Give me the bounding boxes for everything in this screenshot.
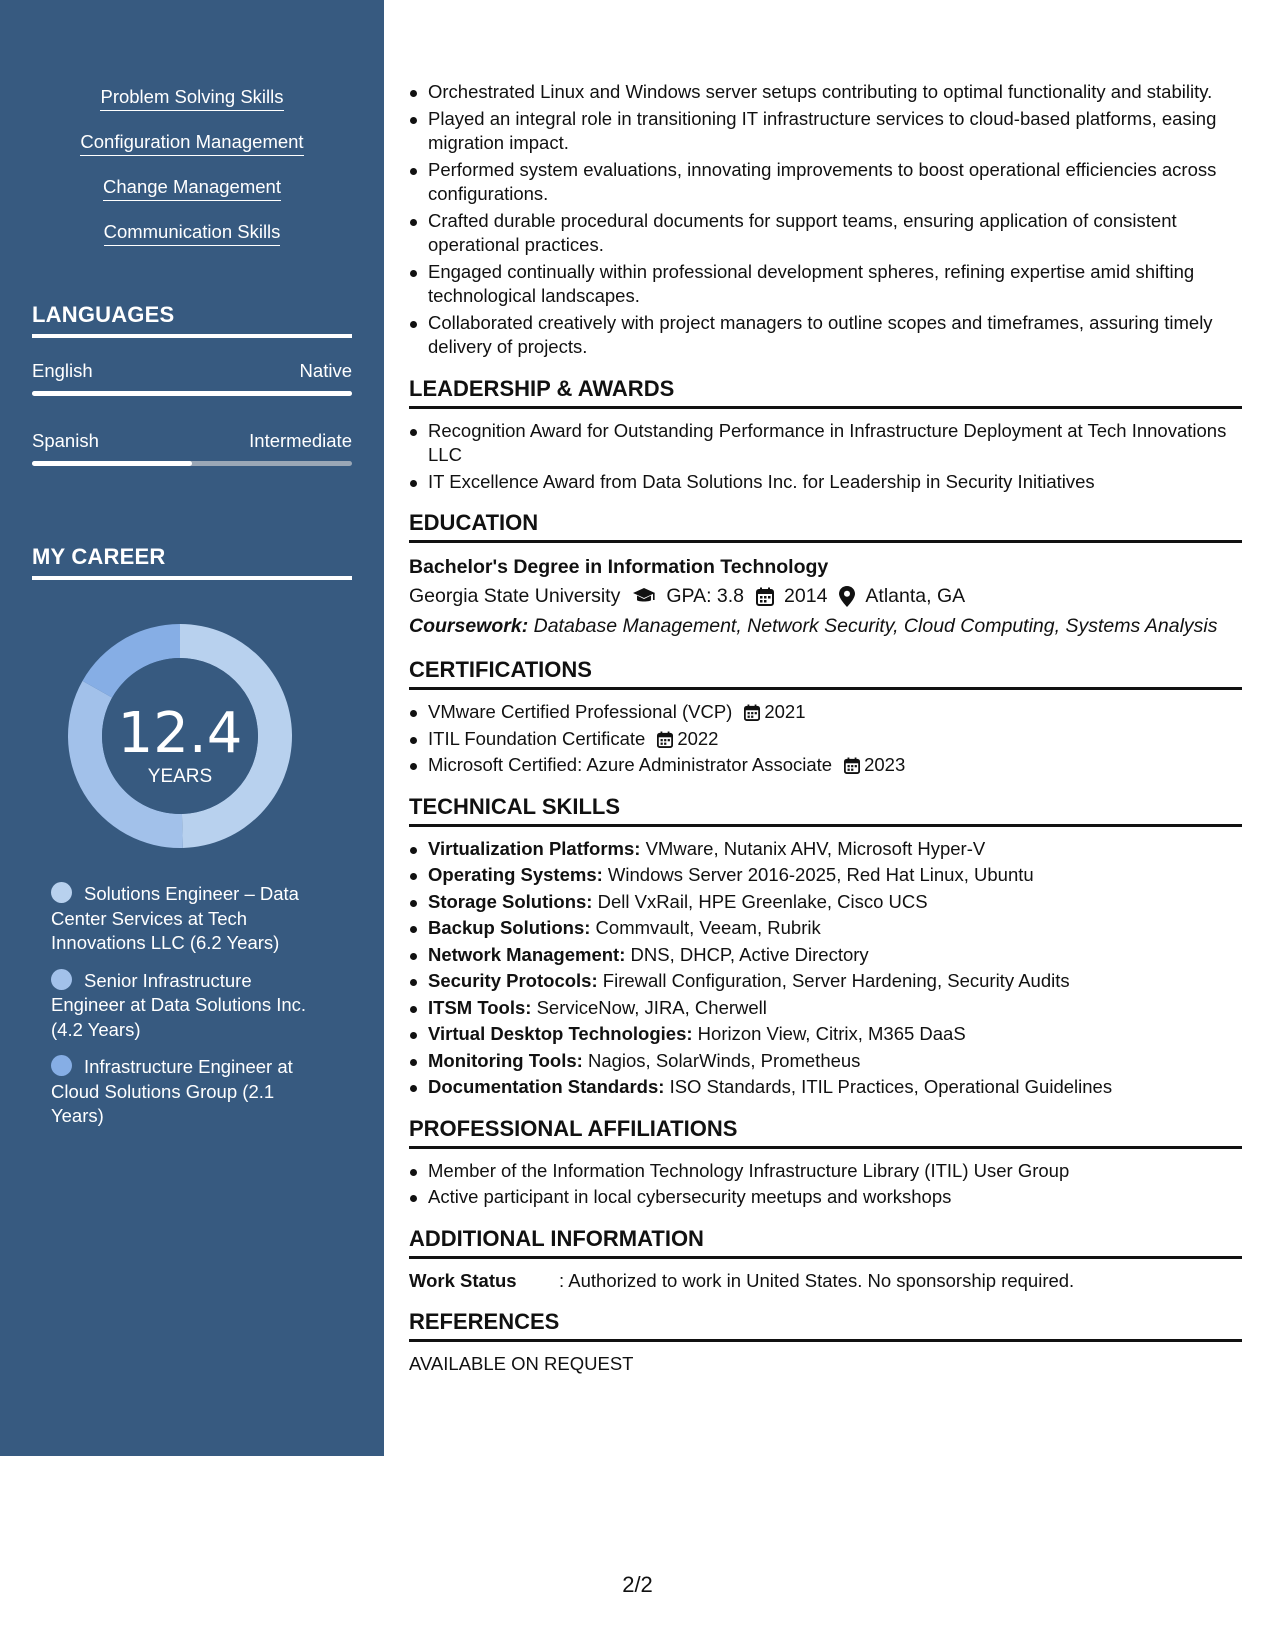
skill-label: ITSM Tools: (428, 996, 532, 1018)
education-gpa: GPA: 3.8 (666, 585, 745, 607)
skill-label: Network Management: (428, 943, 626, 965)
language-name: English (32, 360, 93, 381)
list-item (409, 753, 1242, 778)
education-coursework (409, 611, 1242, 641)
skill-label: Security Protocols: (428, 970, 598, 991)
list-item (409, 943, 1242, 968)
certifications-heading: CERTIFICATIONS (409, 657, 1242, 690)
technical-skills-heading: TECHNICAL SKILLS (409, 794, 1242, 827)
awards-list (409, 419, 1242, 495)
list-item: Orchestrated Linux and Windows server setups contributing to optimal functionality and stability. (409, 80, 1242, 105)
calendar-icon (756, 587, 774, 606)
list-item: IT Excellence Award from Data Solutions Inc. for Leadership in Security Initiatives (409, 470, 1242, 495)
affiliations-list (409, 1159, 1242, 1210)
list-item: Engaged continually within professional development spheres, refining expertise amid shifting technological landscapes. (409, 260, 1242, 309)
work-status-label: Work Status (409, 1269, 517, 1291)
language-bar-fill (32, 461, 192, 466)
legend-dot-icon (51, 969, 72, 990)
career-text: Solutions Engineer – Data Center Services at Tech Innovations LLC (6.2 Years) (51, 883, 299, 953)
skill-value: Windows Server 2016-2025, Red Hat Linux, Ubuntu (607, 864, 1034, 885)
cert-year: 2022 (677, 727, 719, 749)
certifications-list (409, 700, 1242, 778)
technical-skills-list (409, 837, 1242, 1100)
awards-heading: LEADERSHIP & AWARDS (409, 376, 1242, 409)
career-list (51, 882, 321, 1142)
cert-year: 2021 (764, 701, 806, 722)
career-total-label: 12.4 (117, 701, 243, 766)
calendar-icon (844, 757, 860, 774)
experience-bullets (409, 80, 1242, 360)
list-item: Active participant in local cybersecurity meetups and workshops (409, 1185, 1242, 1210)
coursework-list: Database Management, Network Security, Cloud Computing, Systems Analysis (533, 615, 1218, 637)
work-status-row (409, 1269, 1242, 1293)
list-item: Collaborated creatively with project managers to outline scopes and timeframes, assuring timely delivery of projects. (409, 311, 1242, 360)
skill-value: Dell VxRail, HPE Greenlake, Cisco UCS (597, 890, 928, 912)
skill-value: Commvault, Veeam, Rubrik (595, 917, 821, 938)
main-content (409, 80, 1242, 1376)
list-item (409, 916, 1242, 941)
legend-dot-icon (51, 1055, 72, 1076)
skill-value: VMware, Nutanix AHV, Microsoft Hyper-V (645, 837, 986, 859)
language-level: Intermediate (249, 430, 352, 451)
list-item (409, 727, 1242, 752)
references-text: AVAILABLE ON REQUEST (409, 1352, 634, 1374)
education-heading: EDUCATION (409, 510, 1242, 543)
language-row-english (32, 360, 352, 382)
list-item: Performed system evaluations, innovating improvements to boost operational efficiencies across configurations. (409, 158, 1242, 207)
list-item: Recognition Award for Outstanding Performance in Infrastructure Deployment at Tech Innovations LLC (409, 419, 1242, 468)
skill-label: Backup Solutions: (428, 917, 591, 938)
languages-heading: LANGUAGES (32, 302, 352, 338)
skill-label: Virtualization Platforms: (428, 837, 641, 859)
list-item (409, 700, 1242, 725)
language-bar-spanish (32, 461, 352, 466)
page-number: 2/2 (622, 1572, 653, 1597)
work-status-value: : Authorized to work in United States. No sponsorship required. (559, 1269, 1075, 1291)
skill-label: Monitoring Tools: (428, 1049, 583, 1071)
list-item (409, 1022, 1242, 1047)
calendar-icon (657, 731, 673, 748)
skill-link[interactable]: Change Management (103, 176, 281, 201)
affiliations-heading: PROFESSIONAL AFFILIATIONS (409, 1116, 1242, 1149)
language-bar-fill (32, 391, 352, 396)
career-item (51, 969, 321, 1043)
list-item: Played an integral role in transitioning IT infrastructure services to cloud-based platforms, easing migration impact. (409, 107, 1242, 156)
map-pin-icon (839, 586, 855, 607)
skill-label: Documentation Standards: (428, 1076, 665, 1097)
cert-name: ITIL Foundation Certificate (428, 727, 646, 749)
language-bar-english (32, 391, 352, 396)
skill-link[interactable]: Problem Solving Skills (100, 86, 283, 111)
skills-list (0, 86, 384, 266)
career-text: Infrastructure Engineer at Cloud Solutions Group (2.1 Years) (51, 1056, 293, 1126)
skill-value: DNS, DHCP, Active Directory (630, 943, 869, 965)
list-item (409, 863, 1242, 888)
career-item (51, 1055, 321, 1129)
cert-name: Microsoft Certified: Azure Administrator Associate (428, 754, 833, 775)
education-location: Atlanta, GA (865, 585, 966, 607)
career-text: Senior Infrastructure Engineer at Data Solutions Inc. (4.2 Years) (51, 969, 307, 1040)
list-item (409, 996, 1242, 1021)
skill-link[interactable]: Communication Skills (104, 221, 281, 246)
skill-label: Virtual Desktop Technologies: (428, 1023, 693, 1044)
career-heading: MY CAREER (32, 544, 352, 580)
skill-label: Operating Systems: (428, 864, 603, 885)
skill-value: Horizon View, Citrix, M365 DaaS (697, 1023, 966, 1044)
skill-value: Firewall Configuration, Server Hardening, Security Audits (602, 970, 1070, 991)
list-item: Crafted durable procedural documents for support teams, ensuring application of consistent operational practices. (409, 209, 1242, 258)
list-item (409, 969, 1242, 994)
list-item (409, 837, 1242, 862)
education-school: Georgia State University (409, 585, 621, 607)
education-year: 2014 (784, 585, 828, 607)
skill-value: ServiceNow, JIRA, Cherwell (536, 996, 767, 1018)
language-name: Spanish (32, 430, 99, 451)
language-level: Native (299, 360, 352, 381)
list-item (409, 1049, 1242, 1074)
calendar-icon (744, 704, 760, 721)
skill-label: Storage Solutions: (428, 890, 593, 912)
graduation-cap-icon (632, 587, 656, 605)
coursework-label: Coursework: (409, 615, 529, 637)
cert-name: VMware Certified Professional (VCP) (428, 701, 733, 722)
skill-value: Nagios, SolarWinds, Prometheus (587, 1049, 861, 1071)
legend-dot-icon (51, 882, 72, 903)
skill-value: ISO Standards, ITIL Practices, Operational Guidelines (669, 1076, 1113, 1097)
language-row-spanish (32, 430, 352, 452)
references-heading: REFERENCES (409, 1309, 1242, 1342)
list-item (409, 890, 1242, 915)
cert-year: 2023 (864, 754, 906, 775)
list-item: Member of the Information Technology Infrastructure Library (ITIL) User Group (409, 1159, 1242, 1184)
additional-info-heading: ADDITIONAL INFORMATION (409, 1226, 1242, 1259)
career-unit-label: YEARS (147, 766, 213, 787)
sidebar (0, 0, 384, 1456)
skill-link[interactable]: Configuration Management (80, 131, 303, 156)
education-details (409, 581, 1242, 611)
list-item (409, 1075, 1242, 1100)
career-donut-chart (66, 622, 294, 850)
career-item (51, 882, 321, 956)
education-degree: Bachelor's Degree in Information Technology (409, 556, 829, 578)
